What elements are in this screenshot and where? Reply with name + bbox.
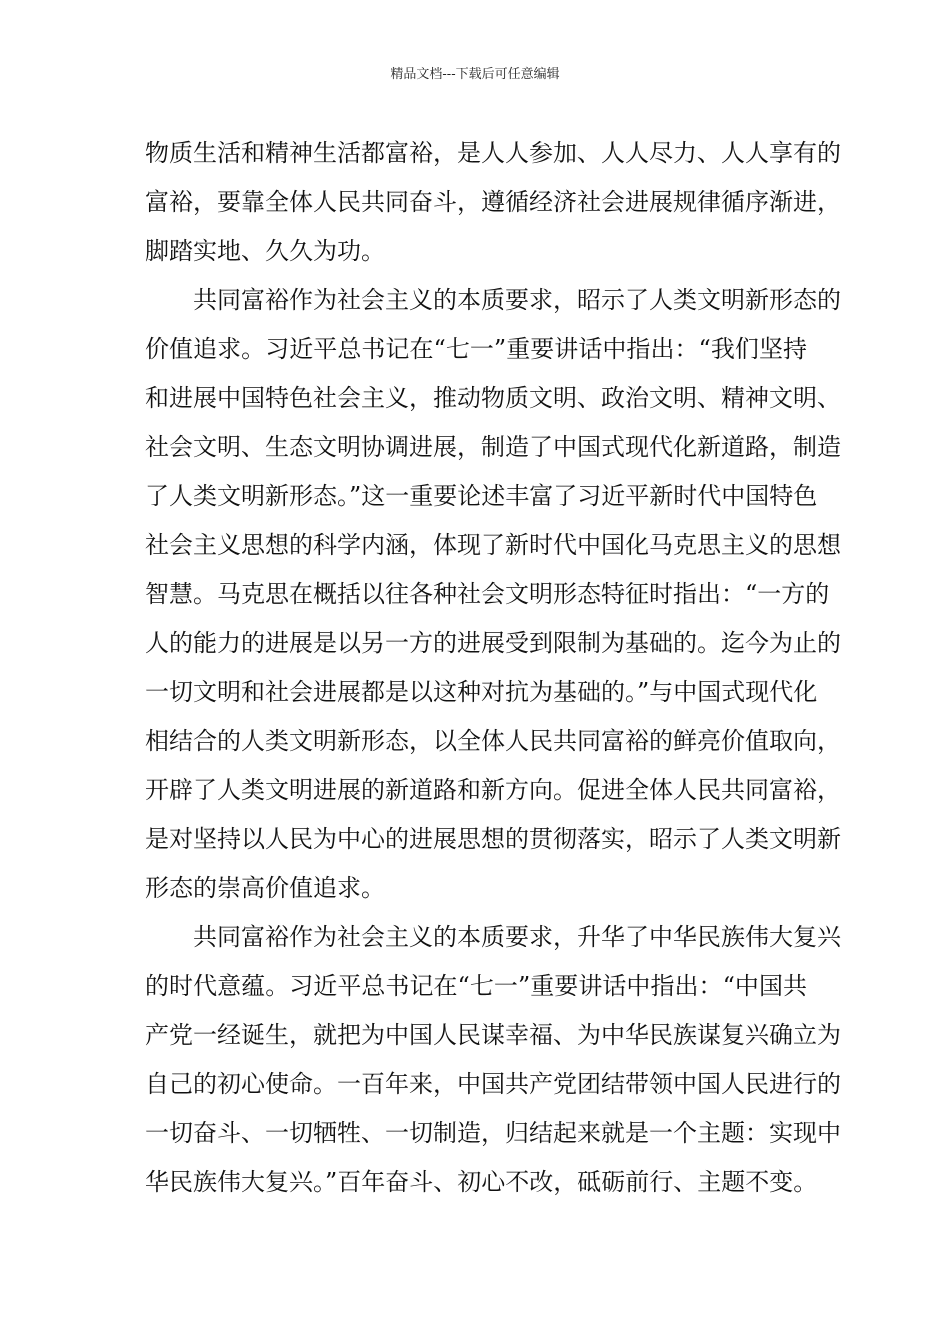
text-line: 形态的崇高价值追求。	[145, 874, 385, 902]
text-line: 共同富裕作为社会主义的本质要求，昭示了人类文明新形态的	[145, 286, 841, 314]
text-line: 了人类文明新形态。”这一重要论述丰富了习近平新时代中国特色	[145, 482, 818, 510]
text-line: 一切文明和社会进展都是以这种对抗为基础的。”与中国式现代化	[145, 678, 818, 706]
text-line: 和进展中国特色社会主义，推动物质文明、政治文明、精神文明、	[145, 384, 841, 412]
text-line: 自己的初心使命。一百年来，中国共产党团结带领中国人民进行的	[145, 1070, 841, 1098]
text-line: 社会主义思想的科学内涵，体现了新时代中国化马克思主义的思想	[145, 531, 841, 559]
paragraph-1	[145, 129, 841, 276]
page-header: 精品文档---下载后可任意编辑	[390, 67, 560, 82]
text-line: 一切奋斗、一切牺牲、一切制造，归结起来就是一个主题：实现中	[145, 1119, 841, 1147]
text-line: 是对坚持以人民为中心的进展思想的贯彻落实，昭示了人类文明新	[145, 825, 841, 853]
text-line: 华民族伟大复兴。”百年奋斗、初心不改，砥砺前行、主题不变。	[145, 1168, 818, 1196]
text-line: 开辟了人类文明进展的新道路和新方向。促进全体人民共同富裕，	[145, 776, 841, 804]
text-line: 智慧。马克思在概括以往各种社会文明形态特征时指出：“一方的	[145, 580, 830, 608]
text-line: 产党一经诞生，就把为中国人民谋幸福、为中华民族谋复兴确立为	[145, 1021, 841, 1049]
paragraph-3	[145, 913, 841, 1207]
text-line: 人的能力的进展是以另一方的进展受到限制为基础的。迄今为止的	[145, 629, 841, 657]
text-line: 相结合的人类文明新形态，以全体人民共同富裕的鲜亮价值取向，	[145, 727, 841, 755]
text-line: 社会文明、生态文明协调进展，制造了中国式现代化新道路，制造	[145, 433, 841, 461]
text-line: 价值追求。习近平总书记在“七一”重要讲话中指出：“我们坚持	[145, 335, 807, 363]
text-line: 脚踏实地、久久为功。	[145, 237, 385, 265]
text-line: 的时代意蕴。习近平总书记在“七一”重要讲话中指出：“中国共	[145, 972, 807, 1000]
text-line: 共同富裕作为社会主义的本质要求，升华了中华民族伟大复兴	[145, 923, 841, 951]
document-body	[145, 129, 841, 1207]
text-line: 富裕，要靠全体人民共同奋斗，遵循经济社会进展规律循序渐进，	[145, 188, 841, 216]
text-line: 物质生活和精神生活都富裕，是人人参加、人人尽力、人人享有的	[145, 139, 841, 167]
paragraph-2	[145, 276, 841, 913]
